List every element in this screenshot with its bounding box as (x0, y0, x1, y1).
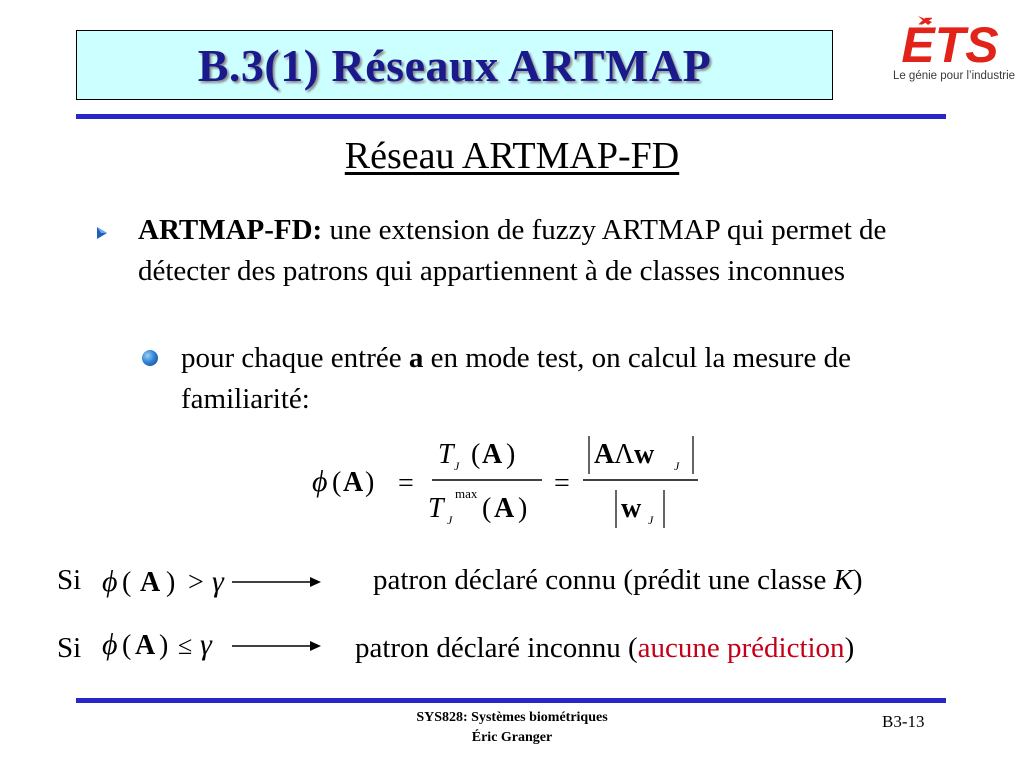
bullet-paragraph-1 (138, 210, 938, 292)
round-bullet-icon (142, 350, 158, 366)
cond2-gamma: γ (200, 628, 212, 661)
cond1-phi: ϕ (102, 565, 118, 598)
formula-T-num: T (438, 439, 454, 470)
top-divider (76, 114, 946, 119)
logo-text: ÉTS (901, 17, 999, 70)
bottom-divider (76, 698, 946, 703)
formula-lambda: Λ (614, 439, 635, 470)
slide-title: B.3(1) Réseaux ARTMAP (197, 39, 712, 91)
arrow-bullet-icon (96, 226, 108, 240)
si-label-1: Si (57, 564, 82, 596)
footer-author: Éric Granger (471, 730, 553, 745)
arrow-right-icon-1 (232, 574, 322, 590)
arrow-right-icon-2 (232, 638, 322, 654)
formula-A-3: A (494, 493, 515, 524)
condition-2 (100, 622, 240, 671)
page-number: B3-13 (882, 712, 925, 731)
familiarity-formula (310, 428, 710, 538)
condition-1 (100, 558, 240, 607)
formula-rparen-3: ) (518, 493, 528, 524)
section-subtitle: Réseau ARTMAP-FD (344, 135, 680, 177)
cond1-gamma: γ (212, 565, 224, 598)
formula-max: max (455, 486, 478, 501)
cond2-phi: ϕ (102, 628, 118, 661)
formula-A-4: A (594, 439, 615, 470)
result-2-text: patron déclaré inconnu ( (355, 632, 638, 664)
cond1-A: A (140, 567, 161, 598)
result-2 (355, 632, 854, 665)
logo-tagline: Le génie pour l’industrie (892, 70, 1016, 82)
formula-J-den: J (447, 513, 453, 527)
formula-J-num2: J (674, 459, 680, 473)
cond2-lparen: ( (122, 630, 132, 661)
formula-J-den2: J (648, 513, 654, 527)
ets-logo (888, 12, 1018, 92)
result-1-text: patron déclaré connu (prédit une classe (373, 564, 834, 596)
sub-bullet-text-1: pour chaque entrée (181, 342, 409, 374)
sub-bullet-text-2: en mode test, on calcul la mesure de familiarité: (181, 342, 851, 415)
cond1-lparen: ( (122, 567, 132, 598)
bullet-paragraph-2 (181, 338, 941, 420)
result-2-highlight: aucune prédiction (637, 632, 845, 664)
formula-A-2: A (482, 439, 503, 470)
formula-lparen-1: ( (332, 467, 342, 498)
formula-rparen-2: ) (506, 439, 516, 470)
bullet-text: une extension de fuzzy ARTMAP qui permet de détecter des patrons qui appartiennent à de classes inconnues (138, 214, 887, 287)
formula-lparen-2: ( (471, 439, 481, 470)
formula-equals-1: = (398, 468, 414, 499)
ets-logo-mark (888, 12, 1018, 70)
formula-T-den: T (428, 493, 444, 524)
formula-J-num: J (454, 459, 460, 473)
si-label-2: Si (57, 632, 82, 664)
formula-phi: ϕ (312, 465, 328, 498)
formula-w-1: w (634, 439, 655, 470)
formula-equals-2: = (554, 468, 570, 499)
formula-A-1: A (343, 467, 364, 498)
cond1-operator: > (188, 567, 204, 598)
result-1 (373, 564, 863, 597)
bullet-term: ARTMAP-FD: (138, 214, 323, 246)
result-1-end: ) (852, 564, 863, 596)
cond1-rparen: ) (166, 567, 176, 598)
cond2-rparen: ) (159, 630, 169, 661)
result-1-class-K: K (833, 564, 853, 596)
cond2-A: A (135, 630, 156, 661)
formula-lparen-3: ( (482, 493, 492, 524)
formula-rparen-1: ) (365, 467, 375, 498)
cond2-operator: ≤ (178, 631, 193, 660)
slide-title-box (76, 30, 833, 100)
result-2-end: ) (844, 632, 855, 664)
sub-bullet-bold: a (408, 342, 424, 374)
footer-course: SYS828: Systèmes biométriques (416, 710, 608, 725)
formula-w-2: w (621, 493, 642, 524)
footer (0, 708, 1024, 748)
